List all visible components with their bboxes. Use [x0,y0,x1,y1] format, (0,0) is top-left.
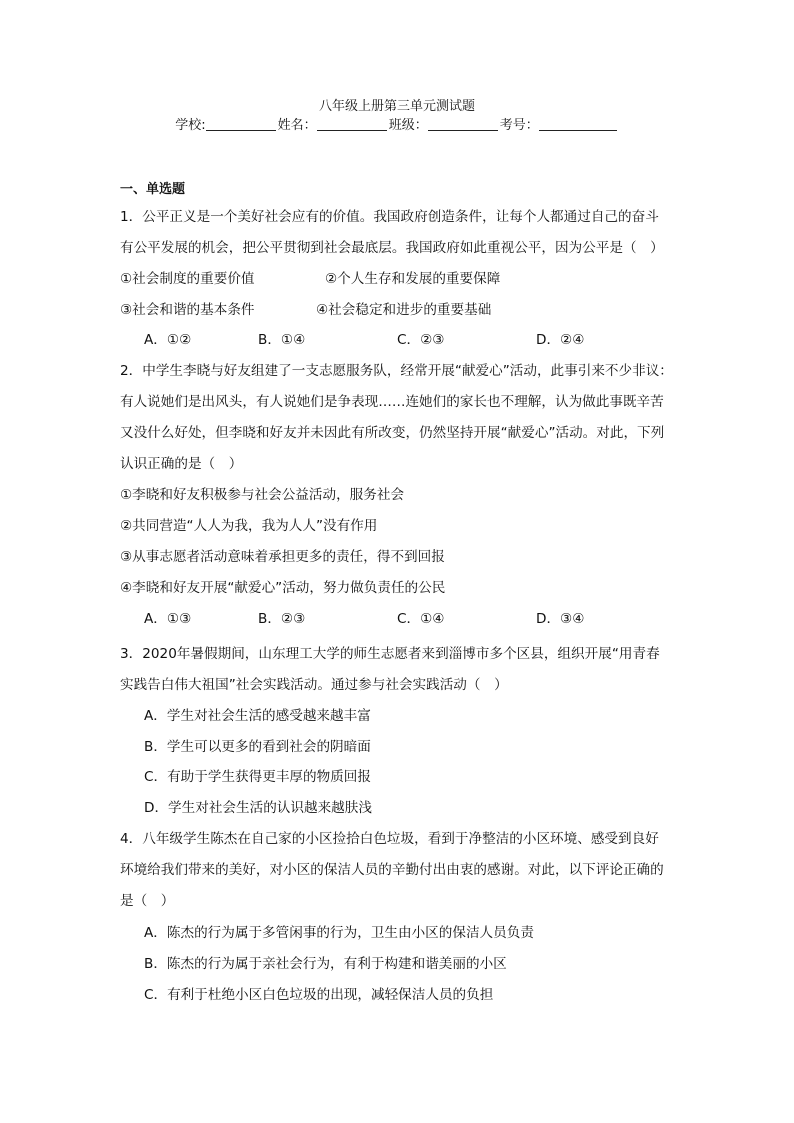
q2-stem-line4: 认识正确的是（ ） [120,456,243,472]
name-blank[interactable] [317,117,387,131]
q2-item-4: ④李晓和好友开展“献爱心”活动，努力做负责任的公民 [120,580,446,596]
q1-choice-a[interactable]: A．①② [144,332,192,348]
q4-stem-line1: 4．八年级学生陈杰在自己家的小区捡拾白色垃圾，看到于净整洁的小区环境、感受到良好 [120,831,659,847]
q2-choice-c[interactable]: C．①④ [397,611,445,627]
q3-stem-line2: 实践告白伟大祖国”社会实践活动。通过参与社会实践活动（ ） [120,677,508,693]
q2-item-1: ①李晓和好友积极参与社会公益活动，服务社会 [120,487,405,503]
q2-choice-a[interactable]: A．①③ [144,611,192,627]
q4-option-c[interactable]: C．有利于杜绝小区白色垃圾的出现，减轻保洁人员的负担 [144,987,494,1003]
q1-choice-d[interactable]: D．②④ [536,332,585,348]
q4-stem-line2: 环境给我们带来的美好，对小区的保洁人员的辛勤付出由衷的感谢。对此，以下评论正确的 [120,862,664,878]
q1-choice-b[interactable]: B．①④ [258,332,306,348]
q2-stem-line2: 有人说她们是出风头，有人说她们是争表现……连她们的家长也不理解，认为做此事既辛苦 [120,394,664,410]
q4-option-b[interactable]: B．陈杰的行为属于亲社会行为，有利于构建和谐美丽的小区 [144,956,507,972]
class-label: 班级： [388,118,428,133]
q2-stem-line1: 2．中学生李晓与好友组建了一支志愿服务队，经常开展“献爱心”活动，此事引来不少非议： [120,363,673,379]
q1-item-1: ①社会制度的重要价值 [120,271,255,287]
q2-item-2: ②共同营造“人人为我，我为人人”没有作用 [120,518,378,534]
q3-option-b[interactable]: B．学生可以更多的看到社会的阴暗面 [144,739,371,755]
q1-choice-c[interactable]: C．②③ [397,332,445,348]
q3-option-c[interactable]: C．有助于学生获得更丰厚的物质回报 [144,769,371,785]
number-label: 考号： [499,118,539,133]
q4-stem-line3: 是（ ） [120,893,175,909]
school-blank[interactable] [206,117,276,131]
q2-choice-b[interactable]: B．②③ [258,611,306,627]
q3-option-a[interactable]: A．学生对社会生活的感受越来越丰富 [144,708,371,724]
q1-stem-line1: 1．公平正义是一个美好社会应有的价值。我国政府创造条件，让每个人都通过自己的奋斗 [120,209,659,225]
school-label: 学校: [175,118,206,133]
q2-choice-d[interactable]: D．③④ [536,611,585,627]
q1-item-3: ③社会和谐的基本条件 [120,302,255,318]
q4-option-a[interactable]: A．陈杰的行为属于多管闲事的行为，卫生由小区的保洁人员负责 [144,925,534,941]
exam-title: 八年级上册第三单元测试题 [318,99,475,114]
number-blank[interactable] [539,117,617,131]
student-info-line [0,117,794,135]
q1-stem-line2: 有公平发展的机会，把公平贯彻到社会最底层。我国政府如此重视公平，因为公平是（ ） [120,240,664,256]
q2-stem-line3: 又没什么好处，但李晓和好友并未因此有所改变，仍然坚持开展“献爱心”活动。对此，下列 [120,425,665,441]
section-title: 一、单选题 [120,182,186,197]
q3-option-d[interactable]: D．学生对社会生活的认识越来越肤浅 [144,800,372,816]
q3-stem-line1: 3．2020年暑假期间，山东理工大学的师生志愿者来到淄博市多个区县，组织开展“用青春 [120,646,660,662]
q1-item-4: ④社会稳定和进步的重要基础 [316,302,492,318]
q1-item-2: ②个人生存和发展的重要保障 [325,271,501,287]
class-blank[interactable] [428,117,498,131]
name-label: 姓名： [277,118,317,133]
q2-item-3: ③从事志愿者活动意味着承担更多的责任，得不到回报 [120,549,445,565]
